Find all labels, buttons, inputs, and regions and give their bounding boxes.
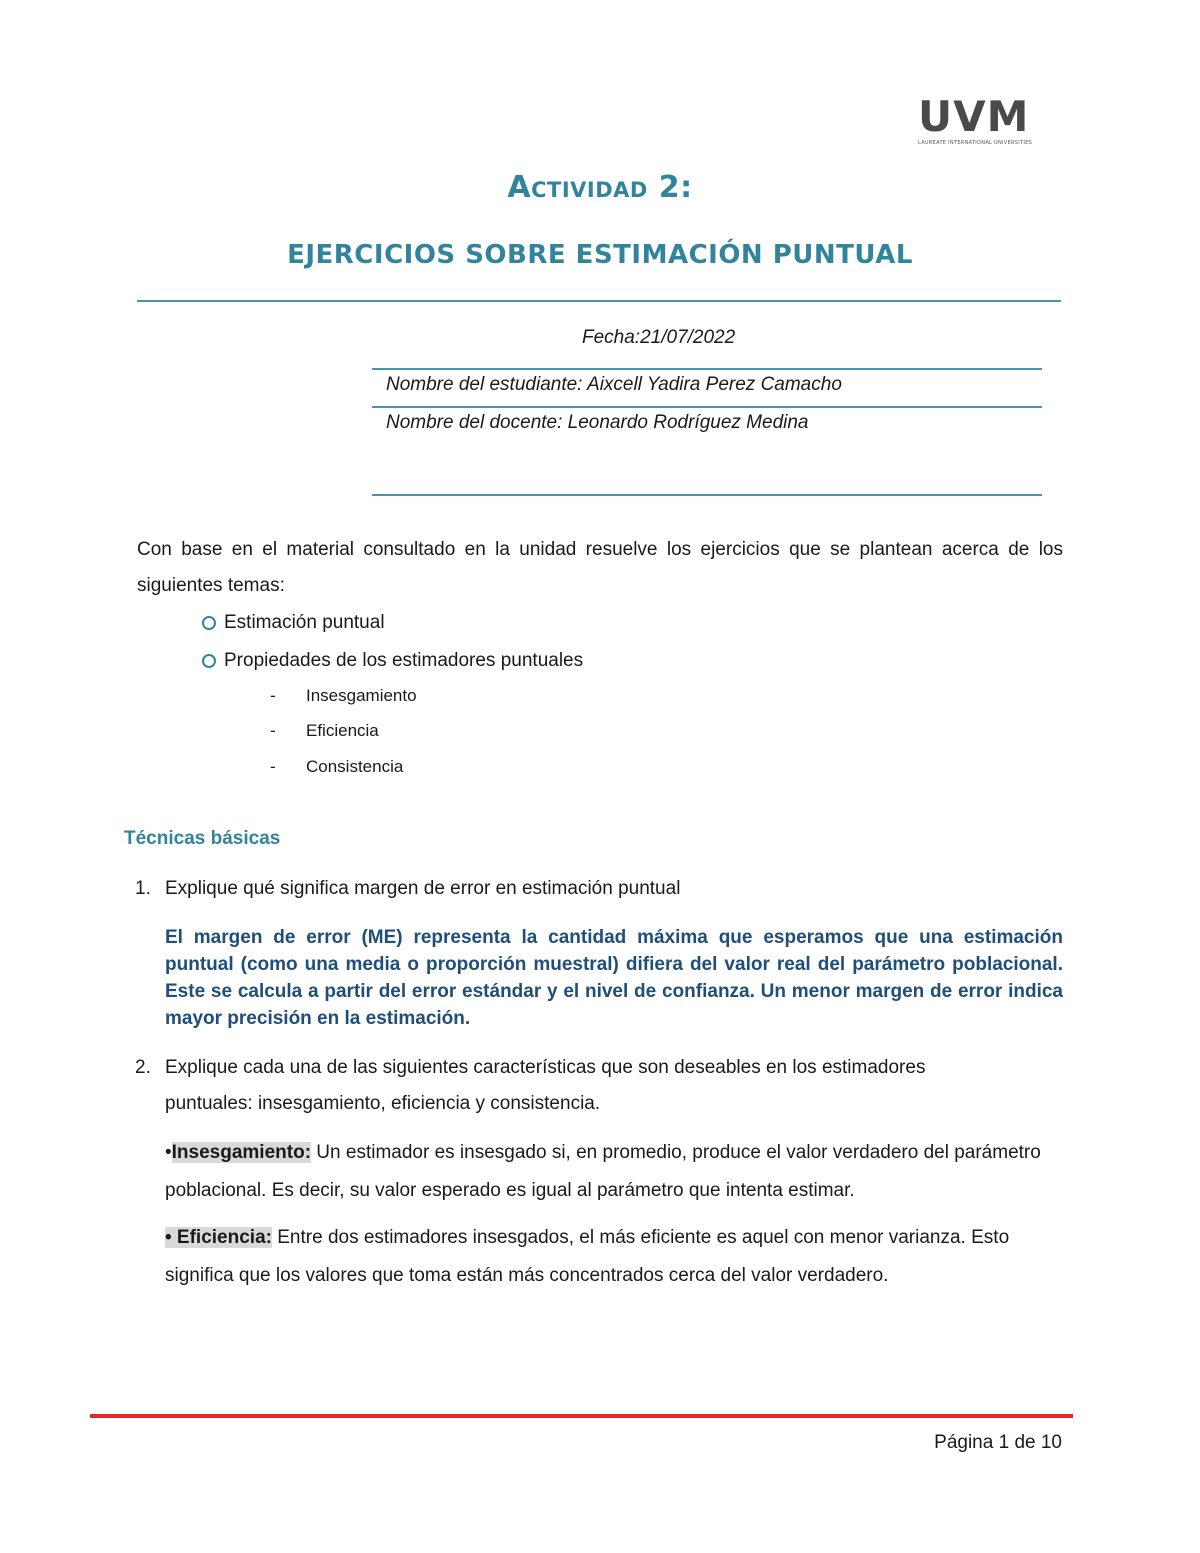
info-divider-2 [372, 406, 1042, 408]
subtopic-item [270, 721, 379, 741]
property-insesgamiento [165, 1134, 1063, 1210]
page-subtitle: EJERCICIOS SOBRE ESTIMACIÓN PUNTUAL [287, 240, 913, 270]
property-label: Insesgamiento: [171, 1142, 312, 1163]
topic-item [202, 612, 385, 634]
dash-marker: - [270, 721, 276, 740]
teacher-name-field: Nombre del docente: Leonardo Rodríguez Medina [386, 412, 809, 433]
topic-label: Estimación puntual [224, 612, 385, 633]
page-title: Actividad 2: [507, 170, 693, 205]
property-text: Un estimador es insesgado si, en promedio, produce el valor verdadero del parámetro poblacional. Es decir, su valor esperado es igual al parámetro que intenta estimar. [165, 1142, 1041, 1201]
property-text: Entre dos estimadores insesgados, el más eficiente es aquel con menor varianza. Esto significa que los valores que toma están más concentrados cerca del valor verdadero. [165, 1227, 1010, 1286]
question-text-line1: Explique cada una de las siguientes características que son deseables en los estimadores [165, 1057, 926, 1078]
question-1 [135, 878, 680, 900]
property-prefix: • [165, 1142, 172, 1163]
question-number: 1. [135, 878, 151, 899]
property-eficiencia [165, 1219, 1063, 1295]
title-divider [137, 300, 1061, 302]
ring-bullet-icon [202, 616, 216, 630]
topic-item [202, 650, 583, 672]
answer-1: El margen de error (ME) representa la cantidad máxima que esperamos que una estimación puntual (como una media o proporción muestral) difiera del valor real del parámetro poblacional. Este se calcula a partir del error estándar y el nivel de confianza. Un menor margen de error indica mayor precisión en la estimación. [165, 927, 1063, 1029]
property-label: • Eficiencia: [165, 1227, 272, 1248]
question-number: 2. [135, 1057, 151, 1078]
subtopic-label: Eficiencia [306, 721, 379, 740]
logo-wordmark: UVM [918, 92, 1030, 141]
dash-marker: - [270, 686, 276, 705]
section-title: Técnicas básicas [124, 828, 281, 849]
fecha-field: Fecha:21/07/2022 [582, 327, 736, 348]
dash-marker: - [270, 757, 276, 776]
logo-tagline: LAUREATE INTERNATIONAL UNIVERSITIES [918, 140, 1033, 146]
subtopic-item [270, 686, 417, 706]
info-divider-1 [372, 368, 1042, 370]
question-2 [135, 1050, 1063, 1122]
student-name-field: Nombre del estudiante: Aixcell Yadira Perez Camacho [386, 374, 842, 395]
subtopic-item [270, 757, 403, 777]
info-divider-3 [372, 494, 1042, 496]
uvm-logo [918, 92, 1040, 148]
subtopic-label: Insesgamiento [306, 686, 417, 705]
subtopic-label: Consistencia [306, 757, 404, 776]
topic-label: Propiedades de los estimadores puntuales [224, 650, 584, 671]
question-text: Explique qué significa margen de error en estimación puntual [165, 878, 681, 899]
question-text-line2: puntuales: insesgamiento, eficiencia y consistencia. [165, 1093, 601, 1114]
ring-bullet-icon [202, 654, 216, 668]
intro-paragraph: Con base en el material consultado en la unidad resuelve los ejercicios que se plantean acerca de los siguientes temas: [137, 539, 1063, 596]
footer-divider [90, 1414, 1073, 1418]
page-number: Página 1 de 10 [934, 1432, 1062, 1453]
